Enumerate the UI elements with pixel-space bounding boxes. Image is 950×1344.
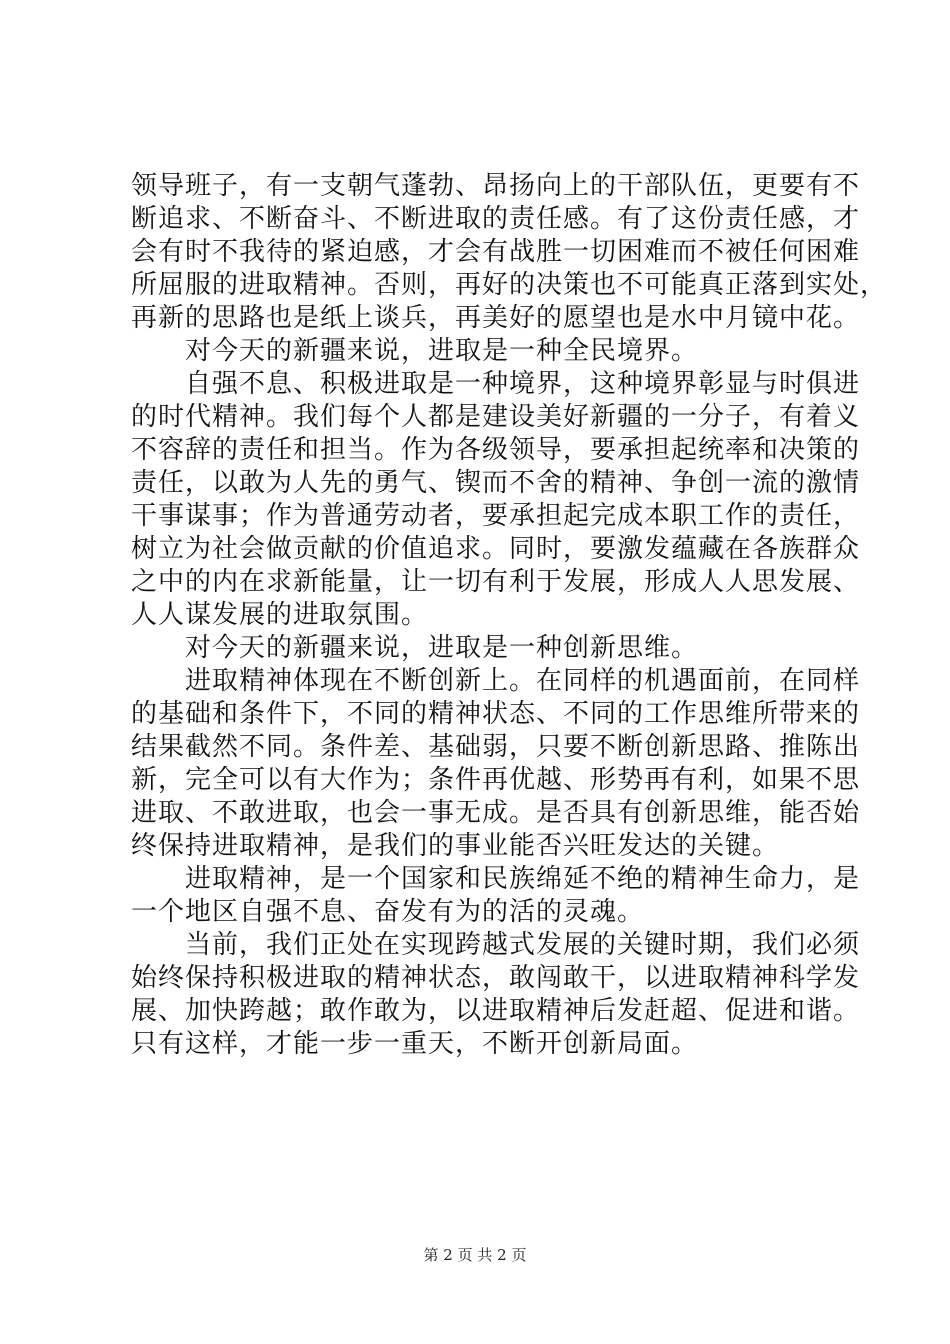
text-line: 人人谋发展的进取氛围。: [131, 600, 429, 630]
text-line: 树立为社会做贡献的价值追求。同时，要激发蕴藏在各族群众: [131, 534, 861, 564]
text-line: 干事谋事；作为普通劳动者，要承担起完成本职工作的责任，: [131, 501, 861, 531]
paragraph-first-line: 对今天的新疆来说，进取是一种全民境界。: [185, 336, 699, 366]
document-body: [131, 170, 888, 1061]
page-footer: [0, 1244, 950, 1265]
page-number-label: 第 2 页 共 2 页: [423, 1246, 527, 1264]
text-line: 结果截然不同。条件差、基础弱，只要不断创新思路、推陈出: [131, 732, 861, 762]
text-line: 新，完全可以有大作为；条件再优越、形势再有利，如果不思: [131, 765, 861, 795]
text-line: 始终保持积极进取的精神状态，敢闯敢干，以进取精神科学发: [131, 963, 861, 993]
paragraph-first-line: 对今天的新疆来说，进取是一种创新思维。: [185, 633, 699, 663]
text-line: 责任，以敢为人先的勇气、锲而不舍的精神、争创一流的激情: [131, 468, 861, 498]
text-line: 再新的思路也是纸上谈兵，再美好的愿望也是水中月镜中花。: [131, 303, 861, 333]
text-line: 进取、不敢进取，也会一事无成。是否具有创新思维，能否始: [131, 798, 861, 828]
text-line: 断追求、不断奋斗、不断进取的责任感。有了这份责任感，才: [131, 204, 861, 234]
paragraph-first-line: 进取精神，是一个国家和民族绵延不绝的精神生命力，是: [185, 864, 861, 894]
text-line: 终保持进取精神，是我们的事业能否兴旺发达的关键。: [131, 831, 780, 861]
text-line: 一个地区自强不息、奋发有为的活的灵魂。: [131, 897, 645, 927]
text-line: 展、加快跨越；敢作敢为，以进取精神后发赶超、促进和谐。: [131, 996, 861, 1026]
text-line: 的基础和条件下，不同的精神状态、不同的工作思维所带来的: [131, 699, 861, 729]
text-line: 会有时不我待的紧迫感，才会有战胜一切困难而不被任何困难: [131, 237, 861, 267]
text-line: 所屈服的进取精神。否则，再好的决策也不可能真正落到实处，: [131, 270, 888, 300]
paragraph-first-line: 进取精神体现在不断创新上。在同样的机遇面前，在同样: [185, 666, 861, 696]
text-line: 之中的内在求新能量，让一切有利于发展，形成人人思发展、: [131, 567, 861, 597]
text-line: 只有这样，才能一步一重天，不断开创新局面。: [131, 1029, 699, 1059]
paragraph-first-line: 当前，我们正处在实现跨越式发展的关键时期，我们必须: [185, 930, 861, 960]
text-line: 领导班子，有一支朝气蓬勃、昂扬向上的干部队伍，更要有不: [131, 171, 861, 201]
text-line: 的时代精神。我们每个人都是建设美好新疆的一分子，有着义: [131, 402, 861, 432]
text-line: 不容辞的责任和担当。作为各级领导，要承担起统率和决策的: [131, 435, 861, 465]
paragraph-first-line: 自强不息、积极进取是一种境界，这种境界彰显与时俱进: [185, 369, 861, 399]
